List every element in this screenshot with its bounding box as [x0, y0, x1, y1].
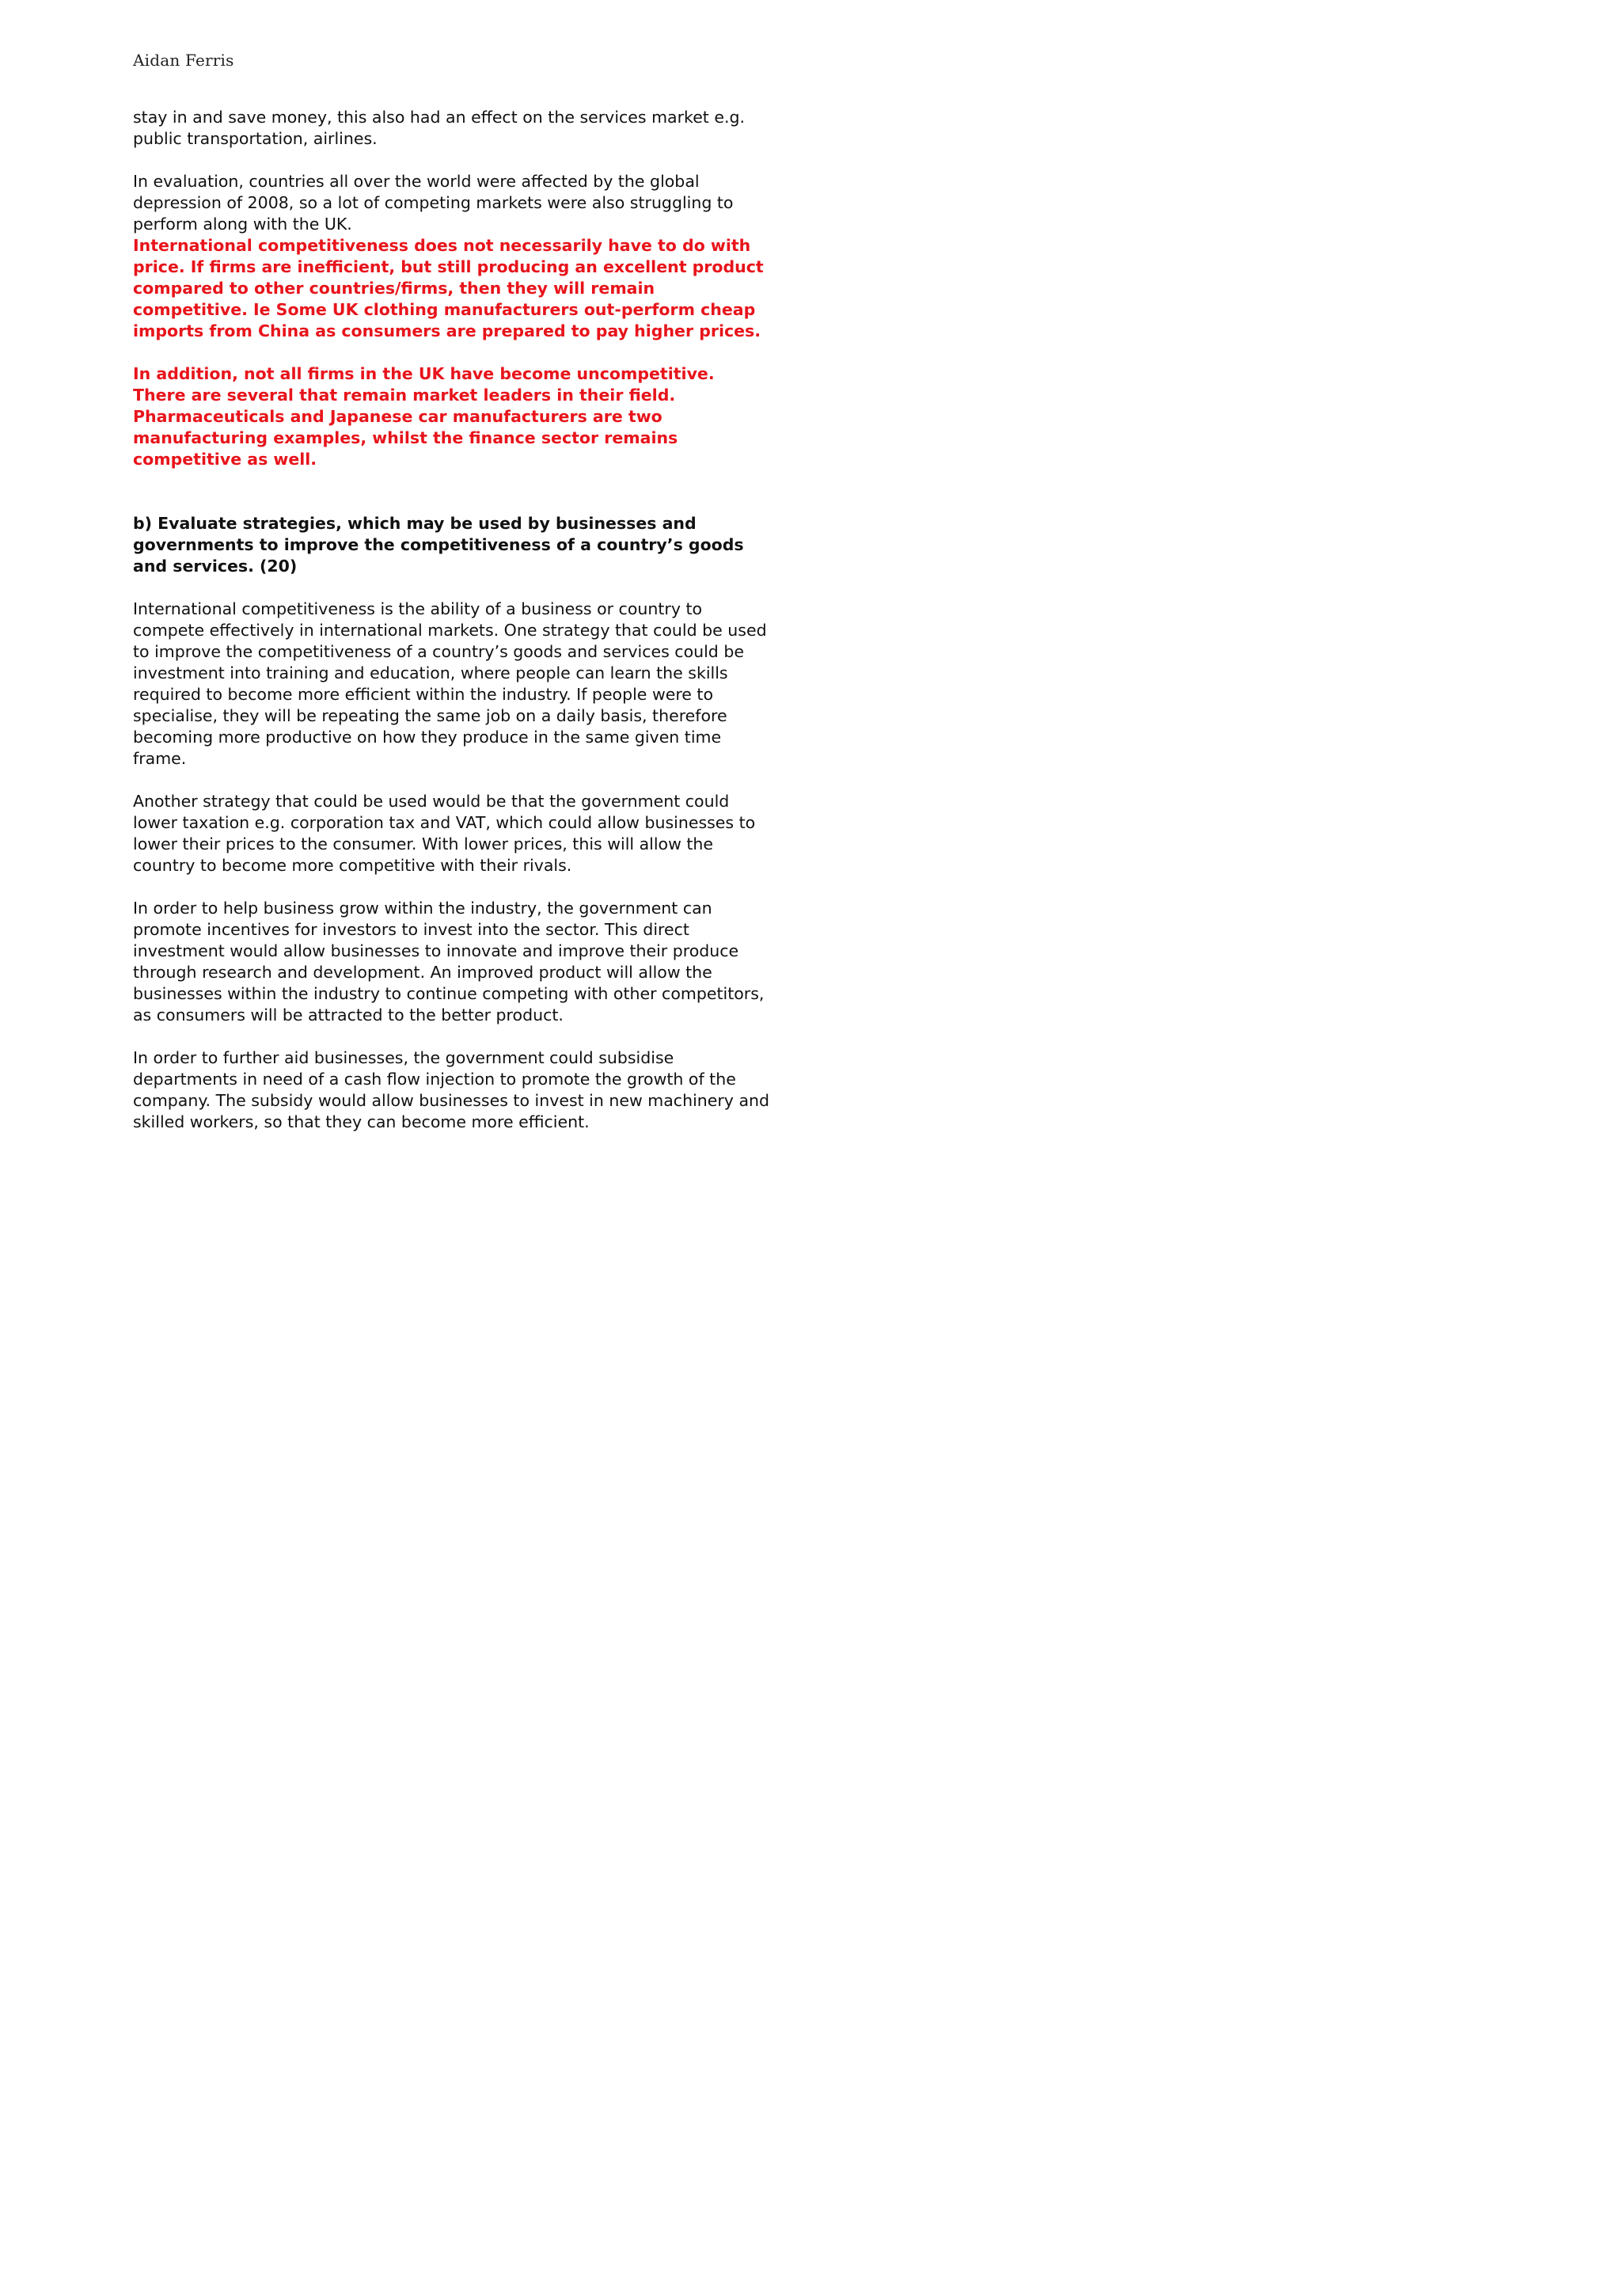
text-line: imports from China as consumers are prepared to pay higher prices. [133, 321, 761, 340]
text-line: businesses within the industry to continue competing with other competitors, [133, 984, 765, 1003]
text-line: public transportation, airlines. [133, 129, 378, 148]
question-heading [133, 513, 758, 577]
text-line: departments in need of a cash flow injection to promote the growth of the [133, 1070, 736, 1089]
text-line: perform along with the UK. [133, 215, 352, 234]
text-line: There are several that remain market leaders in their field. [133, 386, 676, 405]
document-page [0, 0, 878, 1241]
text-line: to improve the competitiveness of a country’s goods and services could be [133, 642, 744, 661]
text-line: through research and development. An improved product will allow the [133, 963, 712, 982]
text-line: In evaluation, countries all over the world were affected by the global [133, 172, 700, 191]
text-line: company. The subsidy would allow businesses to invest in new machinery and [133, 1091, 770, 1110]
teacher-annotation-2 [133, 363, 758, 470]
text-line: compete effectively in international markets. One strategy that could be used [133, 621, 767, 640]
text-line: competitive. Ie Some UK clothing manufacturers out-perform cheap [133, 300, 756, 319]
paragraph-incentives [133, 898, 765, 1026]
text-line: investment would allow businesses to innovate and improve their produce [133, 941, 739, 960]
paragraph-taxation [133, 791, 758, 876]
text-line: lower taxation e.g. corporation tax and VAT, which could allow businesses to [133, 813, 756, 832]
text-line: International competitiveness does not necessarily have to do with [133, 236, 751, 255]
paragraph-continuation [133, 107, 758, 150]
text-line: becoming more productive on how they produce in the same given time [133, 728, 722, 747]
text-line: In order to help business grow within the industry, the government can [133, 899, 712, 918]
text-line: stay in and save money, this also had an effect on the services market e.g. [133, 108, 746, 127]
paragraph-definition [133, 599, 767, 770]
document-body [133, 107, 770, 1133]
text-line: governments to improve the competitiveness of a country’s goods [133, 535, 744, 554]
text-line: International competitiveness is the ability of a business or country to [133, 599, 703, 618]
text-line: frame. [133, 749, 187, 768]
text-line: depression of 2008, so a lot of competing markets were also struggling to [133, 193, 734, 212]
text-line: skilled workers, so that they can become more efficient. [133, 1112, 590, 1131]
text-line: price. If firms are inefficient, but still producing an excellent product [133, 257, 764, 276]
text-line: manufacturing examples, whilst the finance sector remains [133, 428, 678, 447]
text-line: lower their prices to the consumer. With lower prices, this will allow the [133, 834, 714, 853]
text-line: country to become more competitive with their rivals. [133, 856, 572, 875]
text-line: b) Evaluate strategies, which may be used by businesses and [133, 514, 697, 533]
text-line: In addition, not all firms in the UK have become uncompetitive. [133, 364, 715, 383]
text-line: promote incentives for investors to invest into the sector. This direct [133, 920, 689, 939]
text-line: In order to further aid businesses, the government could subsidise [133, 1048, 674, 1067]
text-line: as consumers will be attracted to the better product. [133, 1005, 564, 1024]
text-line: and services. (20) [133, 557, 298, 576]
text-line: competitive as well. [133, 450, 317, 469]
text-line: required to become more efficient within the industry. If people were to [133, 685, 714, 704]
text-line: specialise, they will be repeating the same job on a daily basis, therefore [133, 706, 727, 725]
text-line: Another strategy that could be used would be that the government could [133, 792, 730, 811]
paragraph-subsidy [133, 1047, 770, 1133]
text-line: investment into training and education, where people can learn the skills [133, 663, 728, 682]
text-line: compared to other countries/firms, then they will remain [133, 279, 655, 298]
text-line: Pharmaceuticals and Japanese car manufacturers are two [133, 407, 662, 426]
teacher-annotation-1 [133, 235, 764, 342]
page-header-author: Aidan Ferris [133, 51, 234, 70]
paragraph-evaluation [133, 171, 758, 235]
